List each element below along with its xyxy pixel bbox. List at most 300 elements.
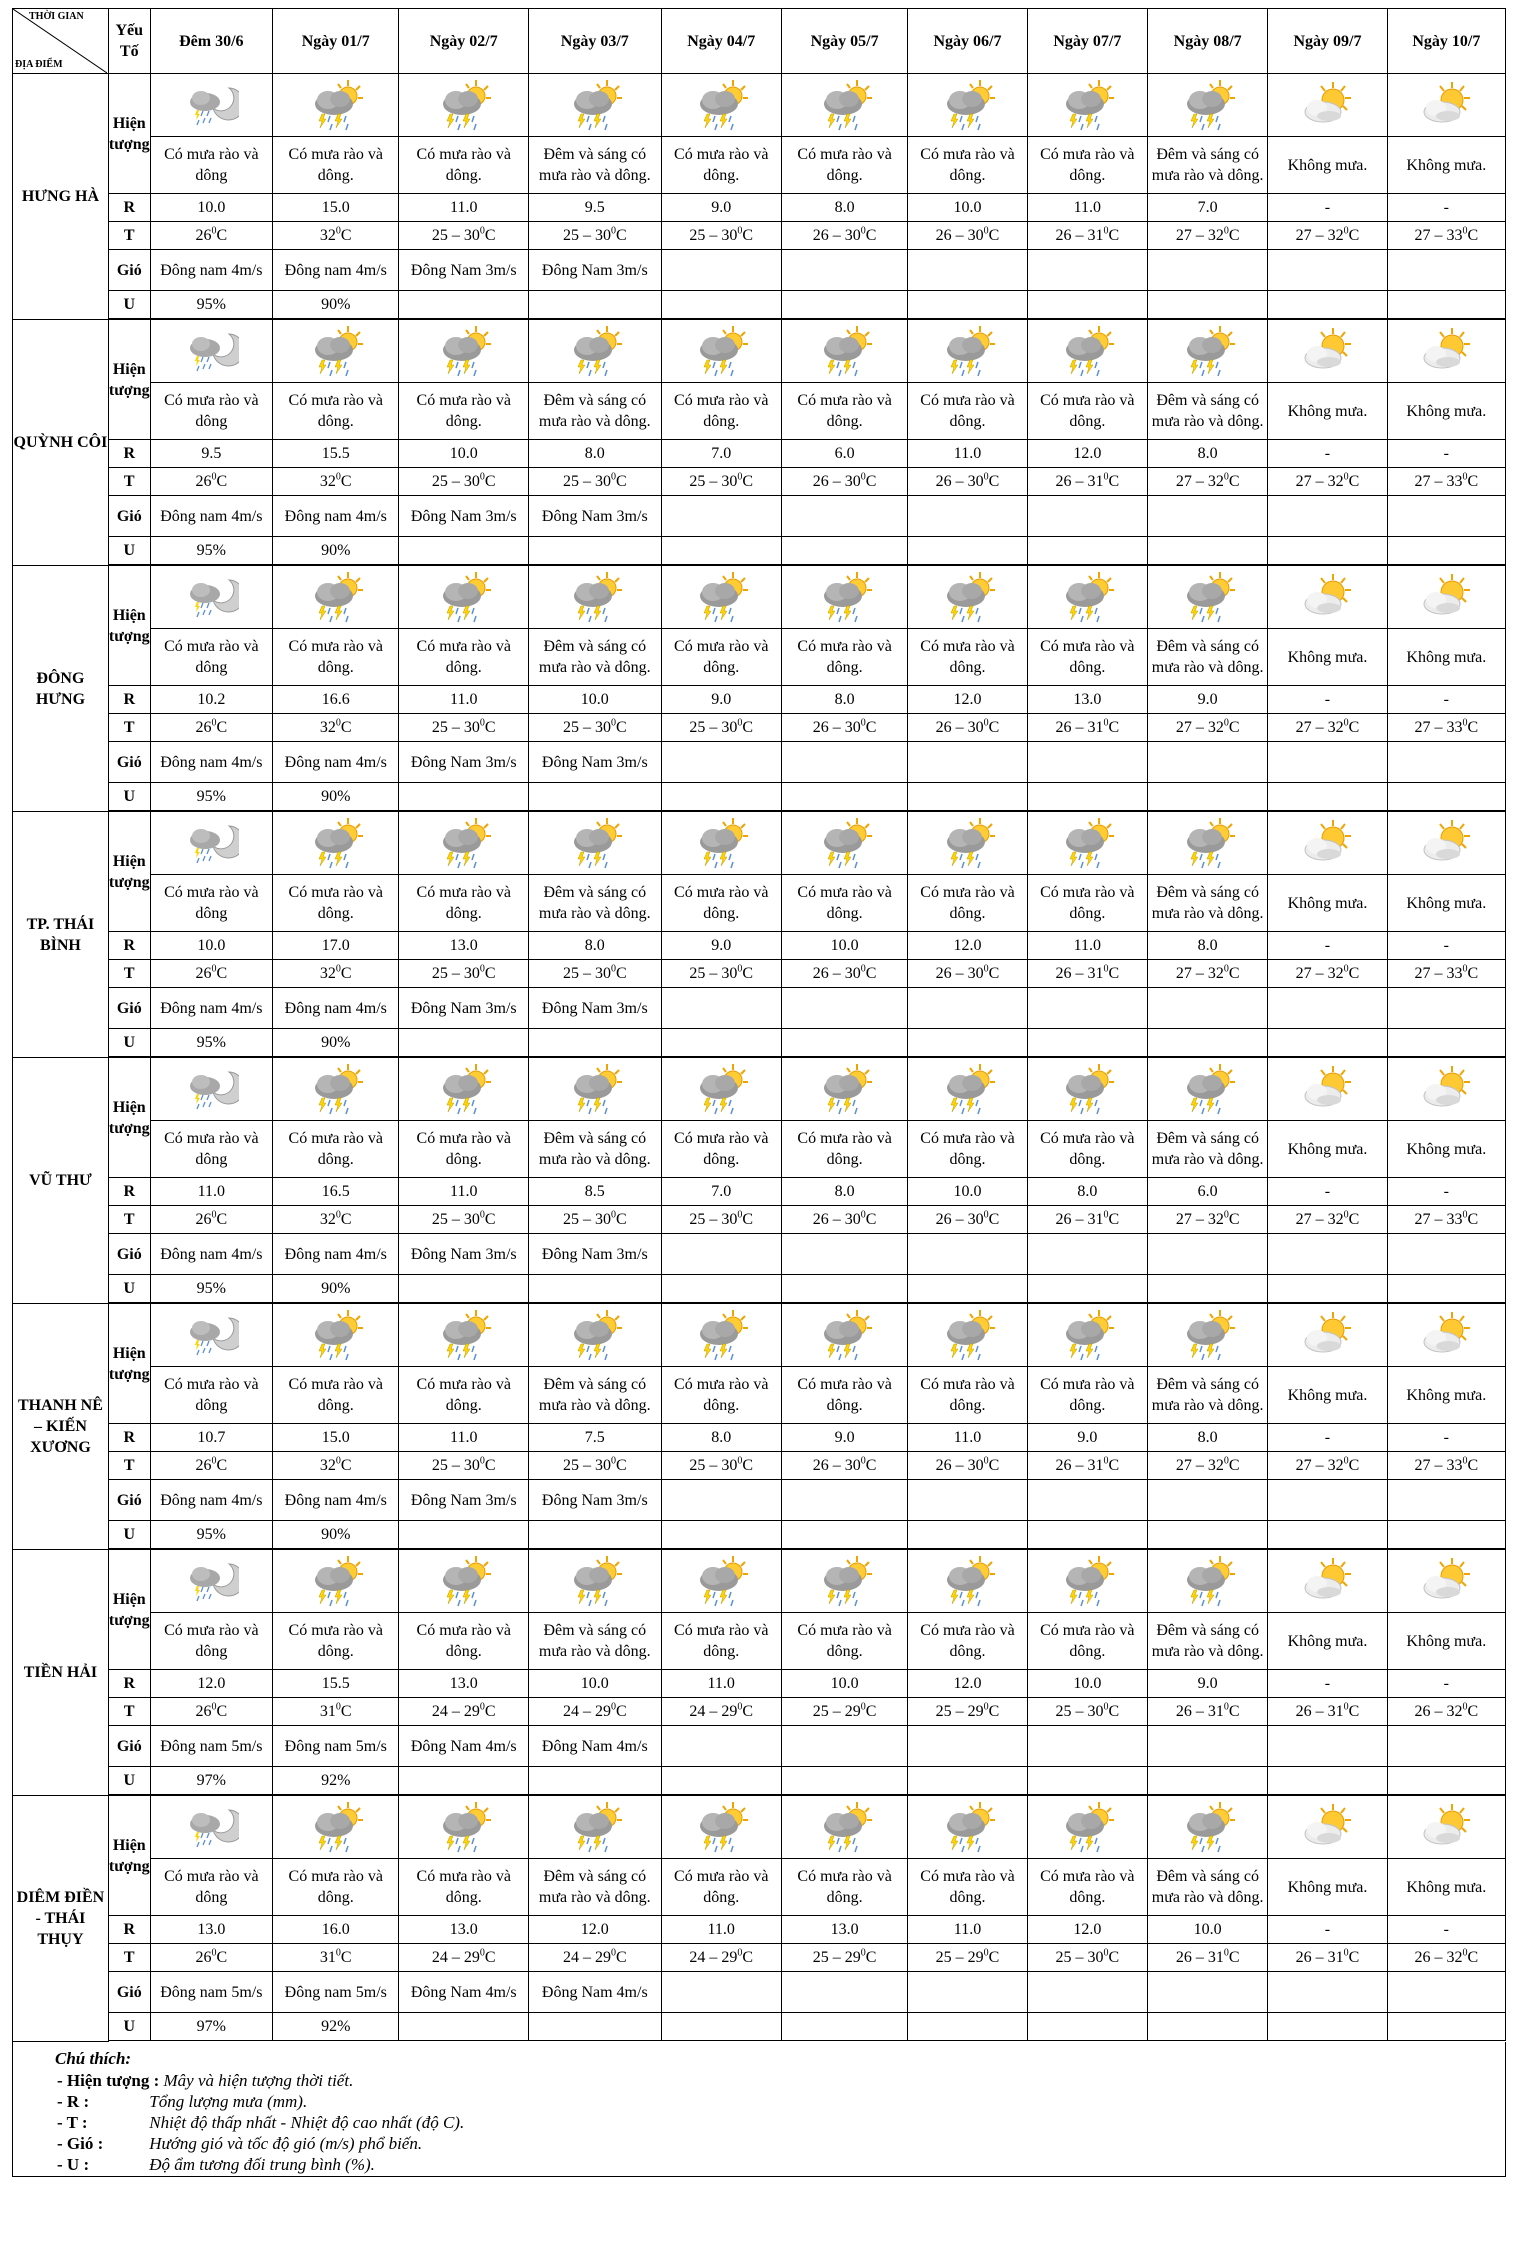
- degree-sup: 0: [479, 1701, 485, 1713]
- humidity-value: 92%: [273, 1767, 399, 1795]
- rainfall-value: 13.0: [781, 1916, 907, 1944]
- phenomenon-text: Có mưa rào và dông.: [781, 875, 907, 932]
- thunderstorm-sun-icon: [940, 588, 996, 605]
- phenomenon-text: Đêm và sáng có mưa rào và dông.: [529, 629, 662, 686]
- degree-sup: 0: [737, 471, 743, 483]
- thunderstorm-sun-icon: [817, 1326, 873, 1343]
- humidity-value: [908, 291, 1027, 319]
- celsius-unit: C: [1467, 1211, 1479, 1228]
- degree-sup: 0: [479, 225, 485, 237]
- temperature-value: [150, 1206, 272, 1234]
- rainfall-value: 12.0: [1027, 1916, 1147, 1944]
- temperature-value: [1268, 222, 1387, 250]
- rainfall-value: 7.5: [529, 1424, 662, 1452]
- wind-value: [1027, 1726, 1147, 1767]
- thunderstorm-sun-icon: [693, 1080, 749, 1097]
- temperature-value: [661, 1944, 781, 1972]
- humidity-value: [1387, 1767, 1505, 1795]
- weather-icon-cell: [150, 1550, 272, 1613]
- humidity-value: 95%: [150, 1029, 272, 1057]
- temperature-range: 26: [195, 1457, 212, 1474]
- temperature-range: 26: [195, 1211, 212, 1228]
- rainfall-value: 9.0: [661, 932, 781, 960]
- degree-sup: 0: [211, 1947, 217, 1959]
- rainfall-value: -: [1387, 440, 1505, 468]
- celsius-unit: C: [340, 473, 352, 490]
- element-label-t: T: [108, 1698, 150, 1726]
- humidity-value: [399, 2013, 529, 2041]
- degree-sup: 0: [211, 717, 217, 729]
- degree-sup: 0: [1223, 1701, 1229, 1713]
- thunderstorm-sun-icon: [693, 342, 749, 359]
- degree-sup: 0: [1343, 1701, 1349, 1713]
- weather-icon-cell: [908, 320, 1027, 383]
- temperature-range: 25 – 30: [431, 1457, 480, 1474]
- thunderstorm-sun-icon: [940, 96, 996, 113]
- weather-icon-cell: [661, 566, 781, 629]
- phenomenon-text: Có mưa rào và dông.: [1027, 1613, 1147, 1670]
- weather-icon-cell: [1027, 74, 1147, 137]
- wind-value: Đông Nam 3m/s: [399, 742, 529, 783]
- rainfall-value: -: [1268, 686, 1387, 714]
- station-icon-row: [13, 1058, 1506, 1121]
- rainfall-value: 8.0: [1147, 440, 1267, 468]
- rainfall-value: 8.0: [781, 194, 907, 222]
- humidity-value: 95%: [150, 1521, 272, 1549]
- weather-icon-cell: [529, 812, 662, 875]
- temperature-value: [661, 1452, 781, 1480]
- rainfall-value: 12.0: [1027, 440, 1147, 468]
- temperature-value: [1268, 960, 1387, 988]
- celsius-unit: C: [216, 965, 228, 982]
- humidity-value: [1147, 2013, 1267, 2041]
- humidity-value: [1147, 291, 1267, 319]
- temperature-range: 26 – 31: [1055, 965, 1104, 982]
- wind-value: [908, 1480, 1027, 1521]
- wind-value: [1027, 1972, 1147, 2013]
- rainfall-value: -: [1268, 1424, 1387, 1452]
- rainfall-value: 9.0: [661, 194, 781, 222]
- partly-cloudy-icon: [1299, 588, 1355, 605]
- celsius-unit: C: [484, 1457, 496, 1474]
- station-humidity-row: [13, 1029, 1506, 1057]
- element-label-hien-tuong: Hiện tượng: [108, 1058, 150, 1178]
- rainfall-value: -: [1268, 1178, 1387, 1206]
- temperature-value: [150, 468, 272, 496]
- thunderstorm-sun-icon: [308, 96, 364, 113]
- temperature-value: [781, 1452, 907, 1480]
- phenomenon-text: Đêm và sáng có mưa rào và dông.: [529, 137, 662, 194]
- phenomenon-text: Có mưa rào và dông.: [781, 137, 907, 194]
- celsius-unit: C: [1348, 227, 1360, 244]
- day-header: Ngày 08/7: [1147, 9, 1267, 74]
- station-humidity-row: [13, 537, 1506, 565]
- temperature-range: 24 – 29: [431, 1949, 480, 1966]
- thunderstorm-sun-icon: [567, 1818, 623, 1835]
- day-header: Ngày 07/7: [1027, 9, 1147, 74]
- temperature-value: [529, 1452, 662, 1480]
- rainfall-value: 10.0: [529, 1670, 662, 1698]
- humidity-value: [529, 1767, 662, 1795]
- element-label-hien-tuong: Hiện tượng: [108, 1796, 150, 1916]
- weather-icon-cell: [273, 1550, 399, 1613]
- phenomenon-text: Có mưa rào và dông.: [1027, 1367, 1147, 1424]
- thunderstorm-sun-icon: [817, 1572, 873, 1589]
- degree-sup: 0: [1223, 963, 1229, 975]
- temperature-value: [150, 960, 272, 988]
- temperature-value: [1268, 714, 1387, 742]
- temperature-value: [1147, 1944, 1267, 1972]
- rainfall-value: 8.0: [529, 932, 662, 960]
- temperature-range: 32: [319, 1211, 336, 1228]
- temperature-range: 27 – 33: [1414, 1457, 1463, 1474]
- station-rain-row: [13, 1670, 1506, 1698]
- rainfall-value: -: [1387, 932, 1505, 960]
- temperature-value: [1147, 468, 1267, 496]
- element-label-hien-tuong: Hiện tượng: [108, 320, 150, 440]
- degree-sup: 0: [211, 471, 217, 483]
- phenomenon-text: Có mưa rào và dông.: [661, 137, 781, 194]
- temperature-value: [273, 714, 399, 742]
- degree-sup: 0: [983, 963, 989, 975]
- celsius-unit: C: [988, 1211, 1000, 1228]
- weather-icon-cell: [1387, 74, 1505, 137]
- thunderstorm-sun-icon: [940, 834, 996, 851]
- temperature-value: [273, 222, 399, 250]
- weather-icon-cell: [529, 320, 662, 383]
- temperature-range: 26 – 31: [1295, 1949, 1344, 1966]
- station-wind-row: [13, 496, 1506, 537]
- wind-value: Đông Nam 3m/s: [399, 988, 529, 1029]
- celsius-unit: C: [1108, 473, 1120, 490]
- humidity-value: [781, 537, 907, 565]
- humidity-value: 90%: [273, 1029, 399, 1057]
- temperature-range: 31: [319, 1703, 336, 1720]
- rainfall-value: -: [1387, 686, 1505, 714]
- celsius-unit: C: [988, 473, 1000, 490]
- element-label-r: R: [108, 194, 150, 222]
- celsius-unit: C: [340, 1457, 352, 1474]
- rainfall-value: 12.0: [529, 1916, 662, 1944]
- weather-icon-cell: [1268, 566, 1387, 629]
- humidity-value: [908, 1029, 1027, 1057]
- phenomenon-text: Có mưa rào và dông.: [273, 1613, 399, 1670]
- station-name: TIỀN HẢI: [13, 1550, 109, 1796]
- degree-sup: 0: [860, 963, 866, 975]
- phenomenon-text: Đêm và sáng có mưa rào và dông.: [1147, 1121, 1267, 1178]
- note-row: [57, 2091, 307, 2112]
- phenomenon-text: Không mưa.: [1268, 383, 1387, 440]
- degree-sup: 0: [983, 1947, 989, 1959]
- temperature-range: 25 – 30: [562, 227, 611, 244]
- temperature-value: [399, 222, 529, 250]
- celsius-unit: C: [865, 719, 877, 736]
- wind-value: [781, 496, 907, 537]
- thunderstorm-sun-icon: [693, 834, 749, 851]
- temperature-value: [661, 1698, 781, 1726]
- humidity-value: [1387, 1275, 1505, 1303]
- wind-value: [1268, 1726, 1387, 1767]
- station-phenomenon-row: [13, 137, 1506, 194]
- degree-sup: 0: [737, 1455, 743, 1467]
- humidity-value: [399, 537, 529, 565]
- phenomenon-text: Có mưa rào và dông: [150, 1121, 272, 1178]
- wind-value: Đông nam 4m/s: [150, 742, 272, 783]
- temperature-range: 25 – 30: [1055, 1703, 1104, 1720]
- phenomenon-text: Có mưa rào và dông: [150, 875, 272, 932]
- celsius-unit: C: [1228, 965, 1240, 982]
- rainfall-value: 11.0: [661, 1916, 781, 1944]
- phenomenon-text: Có mưa rào và dông.: [781, 1367, 907, 1424]
- phenomenon-text: Có mưa rào và dông.: [273, 629, 399, 686]
- element-label-u: U: [108, 1767, 150, 1795]
- humidity-value: [781, 1521, 907, 1549]
- temperature-value: [529, 1944, 662, 1972]
- wind-value: [781, 1234, 907, 1275]
- humidity-value: 97%: [150, 2013, 272, 2041]
- thunderstorm-sun-icon: [940, 1326, 996, 1343]
- degree-sup: 0: [1462, 963, 1468, 975]
- degree-sup: 0: [983, 1701, 989, 1713]
- thunderstorm-sun-icon: [1180, 588, 1236, 605]
- degree-sup: 0: [1462, 1455, 1468, 1467]
- humidity-value: [1147, 783, 1267, 811]
- temperature-range: 26 – 30: [935, 965, 984, 982]
- temperature-range: 25 – 29: [812, 1703, 861, 1720]
- station-temp-row: [13, 1206, 1506, 1234]
- phenomenon-text: Không mưa.: [1387, 875, 1505, 932]
- phenomenon-text: Có mưa rào và dông.: [399, 137, 529, 194]
- rainfall-value: 6.0: [781, 440, 907, 468]
- phenomenon-text: Có mưa rào và dông.: [399, 1367, 529, 1424]
- humidity-value: [1268, 1275, 1387, 1303]
- degree-sup: 0: [479, 963, 485, 975]
- night-rain-icon: [183, 588, 239, 605]
- celsius-unit: C: [1467, 1703, 1479, 1720]
- rainfall-value: -: [1387, 1178, 1505, 1206]
- celsius-unit: C: [742, 1703, 754, 1720]
- humidity-value: [1387, 537, 1505, 565]
- celsius-unit: C: [484, 965, 496, 982]
- partly-cloudy-icon: [1418, 1080, 1474, 1097]
- weather-icon-cell: [399, 74, 529, 137]
- temperature-value: [529, 714, 662, 742]
- celsius-unit: C: [1467, 227, 1479, 244]
- phenomenon-text: Có mưa rào và dông.: [1027, 629, 1147, 686]
- celsius-unit: C: [1108, 1949, 1120, 1966]
- thunderstorm-sun-icon: [693, 1572, 749, 1589]
- rainfall-value: 10.0: [150, 194, 272, 222]
- humidity-value: [1268, 783, 1387, 811]
- temperature-value: [1027, 1452, 1147, 1480]
- note-desc: Nhiệt độ thấp nhất - Nhiệt độ cao nhất (độ C).: [149, 2112, 465, 2132]
- station-temp-row: [13, 1944, 1506, 1972]
- station-humidity-row: [13, 783, 1506, 811]
- weather-icon-cell: [781, 74, 907, 137]
- station-phenomenon-row: [13, 629, 1506, 686]
- wind-value: Đông nam 4m/s: [150, 250, 272, 291]
- element-label-t: T: [108, 468, 150, 496]
- temperature-range: 26 – 31: [1175, 1703, 1224, 1720]
- temperature-value: [150, 714, 272, 742]
- humidity-value: [1147, 1275, 1267, 1303]
- humidity-value: [1268, 291, 1387, 319]
- note-row: [57, 2070, 353, 2091]
- degree-sup: 0: [1343, 1209, 1349, 1221]
- thunderstorm-sun-icon: [1059, 1080, 1115, 1097]
- thunderstorm-sun-icon: [567, 1326, 623, 1343]
- celsius-unit: C: [615, 227, 627, 244]
- celsius-unit: C: [1228, 719, 1240, 736]
- humidity-value: [661, 2013, 781, 2041]
- wind-value: Đông nam 4m/s: [150, 496, 272, 537]
- phenomenon-text: Có mưa rào và dông.: [661, 383, 781, 440]
- degree-sup: 0: [211, 225, 217, 237]
- station-phenomenon-row: [13, 383, 1506, 440]
- phenomenon-text: Có mưa rào và dông.: [1027, 875, 1147, 932]
- degree-sup: 0: [983, 1209, 989, 1221]
- celsius-unit: C: [484, 1211, 496, 1228]
- temperature-range: 25 – 30: [689, 1211, 738, 1228]
- wind-value: [908, 496, 1027, 537]
- note-desc: Hướng gió và tốc độ gió (m/s) phổ biến.: [149, 2133, 423, 2153]
- weather-icon-cell: [1147, 566, 1267, 629]
- rainfall-value: -: [1268, 932, 1387, 960]
- temperature-range: 26 – 32: [1414, 1949, 1463, 1966]
- humidity-value: [661, 1029, 781, 1057]
- degree-sup: 0: [1223, 225, 1229, 237]
- humidity-value: [1147, 1521, 1267, 1549]
- celsius-unit: C: [1348, 965, 1360, 982]
- temperature-range: 32: [319, 965, 336, 982]
- humidity-value: [781, 1767, 907, 1795]
- wind-value: [1387, 742, 1505, 783]
- degree-sup: 0: [737, 1701, 743, 1713]
- phenomenon-text: Có mưa rào và dông: [150, 137, 272, 194]
- element-label-u: U: [108, 2013, 150, 2041]
- phenomenon-text: Không mưa.: [1387, 1121, 1505, 1178]
- rainfall-value: 11.0: [908, 1424, 1027, 1452]
- temperature-value: [908, 1944, 1027, 1972]
- celsius-unit: C: [340, 1949, 352, 1966]
- phenomenon-text: Có mưa rào và dông.: [781, 629, 907, 686]
- temperature-value: [1268, 1452, 1387, 1480]
- weather-icon-cell: [529, 1796, 662, 1859]
- celsius-unit: C: [615, 1211, 627, 1228]
- element-label-t: T: [108, 1944, 150, 1972]
- rainfall-value: -: [1387, 1670, 1505, 1698]
- note-row: [57, 2133, 422, 2154]
- weather-icon-cell: [1387, 1796, 1505, 1859]
- temperature-range: 24 – 29: [562, 1949, 611, 1966]
- temperature-value: [399, 714, 529, 742]
- degree-sup: 0: [1223, 471, 1229, 483]
- temperature-range: 25 – 30: [431, 719, 480, 736]
- wind-value: Đông Nam 4m/s: [529, 1726, 662, 1767]
- temperature-value: [661, 468, 781, 496]
- humidity-value: [529, 291, 662, 319]
- degree-sup: 0: [983, 717, 989, 729]
- note-key: - R :: [57, 2091, 90, 2111]
- partly-cloudy-icon: [1418, 1326, 1474, 1343]
- rainfall-value: 10.0: [1027, 1670, 1147, 1698]
- forecast-body: [13, 74, 1506, 2042]
- humidity-value: [1147, 1767, 1267, 1795]
- station-humidity-row: [13, 1275, 1506, 1303]
- temperature-range: 27 – 32: [1295, 227, 1344, 244]
- phenomenon-text: Có mưa rào và dông.: [273, 1121, 399, 1178]
- temperature-value: [1387, 714, 1505, 742]
- phenomenon-text: Đêm và sáng có mưa rào và dông.: [1147, 875, 1267, 932]
- phenomenon-text: Không mưa.: [1387, 1613, 1505, 1670]
- phenomenon-text: Có mưa rào và dông.: [661, 875, 781, 932]
- celsius-unit: C: [1348, 1211, 1360, 1228]
- weather-icon-cell: [1027, 812, 1147, 875]
- partly-cloudy-icon: [1299, 342, 1355, 359]
- wind-value: [781, 742, 907, 783]
- element-label-t: T: [108, 1206, 150, 1234]
- station-rain-row: [13, 1424, 1506, 1452]
- wind-value: Đông nam 5m/s: [273, 1726, 399, 1767]
- wind-value: Đông nam 5m/s: [150, 1972, 272, 2013]
- weather-icon-cell: [1147, 1550, 1267, 1613]
- celsius-unit: C: [1108, 965, 1120, 982]
- celsius-unit: C: [1228, 1211, 1240, 1228]
- temperature-value: [1027, 1944, 1147, 1972]
- phenomenon-text: Có mưa rào và dông.: [908, 1367, 1027, 1424]
- degree-sup: 0: [610, 963, 616, 975]
- degree-sup: 0: [1343, 471, 1349, 483]
- rainfall-value: 13.0: [399, 932, 529, 960]
- wind-value: Đông Nam 3m/s: [399, 250, 529, 291]
- celsius-unit: C: [988, 227, 1000, 244]
- weather-icon-cell: [273, 812, 399, 875]
- thunderstorm-sun-icon: [436, 96, 492, 113]
- weather-icon-cell: [1387, 566, 1505, 629]
- wind-value: Đông Nam 3m/s: [529, 742, 662, 783]
- rainfall-value: 9.5: [529, 194, 662, 222]
- humidity-value: [1027, 2013, 1147, 2041]
- humidity-value: [1027, 1275, 1147, 1303]
- temperature-value: [781, 468, 907, 496]
- degree-sup: 0: [1343, 717, 1349, 729]
- celsius-unit: C: [742, 719, 754, 736]
- temperature-value: [1027, 960, 1147, 988]
- degree-sup: 0: [1462, 1947, 1468, 1959]
- rainfall-value: 10.0: [529, 686, 662, 714]
- rainfall-value: 8.0: [781, 1178, 907, 1206]
- element-label-t: T: [108, 1452, 150, 1480]
- degree-sup: 0: [860, 471, 866, 483]
- temperature-value: [399, 1698, 529, 1726]
- thunderstorm-sun-icon: [693, 1818, 749, 1835]
- temperature-range: 26: [195, 719, 212, 736]
- temperature-value: [661, 1206, 781, 1234]
- temperature-range: 27 – 32: [1175, 473, 1224, 490]
- degree-sup: 0: [211, 963, 217, 975]
- phenomenon-text: Có mưa rào và dông: [150, 1859, 272, 1916]
- station-temp-row: [13, 960, 1506, 988]
- thunderstorm-sun-icon: [308, 1818, 364, 1835]
- phenomenon-text: Có mưa rào và dông.: [781, 1613, 907, 1670]
- rainfall-value: 8.0: [1147, 932, 1267, 960]
- degree-sup: 0: [737, 717, 743, 729]
- temperature-value: [150, 1452, 272, 1480]
- degree-sup: 0: [860, 1947, 866, 1959]
- rainfall-value: 15.5: [273, 1670, 399, 1698]
- rainfall-value: 8.0: [1147, 1424, 1267, 1452]
- weather-icon-cell: [908, 1796, 1027, 1859]
